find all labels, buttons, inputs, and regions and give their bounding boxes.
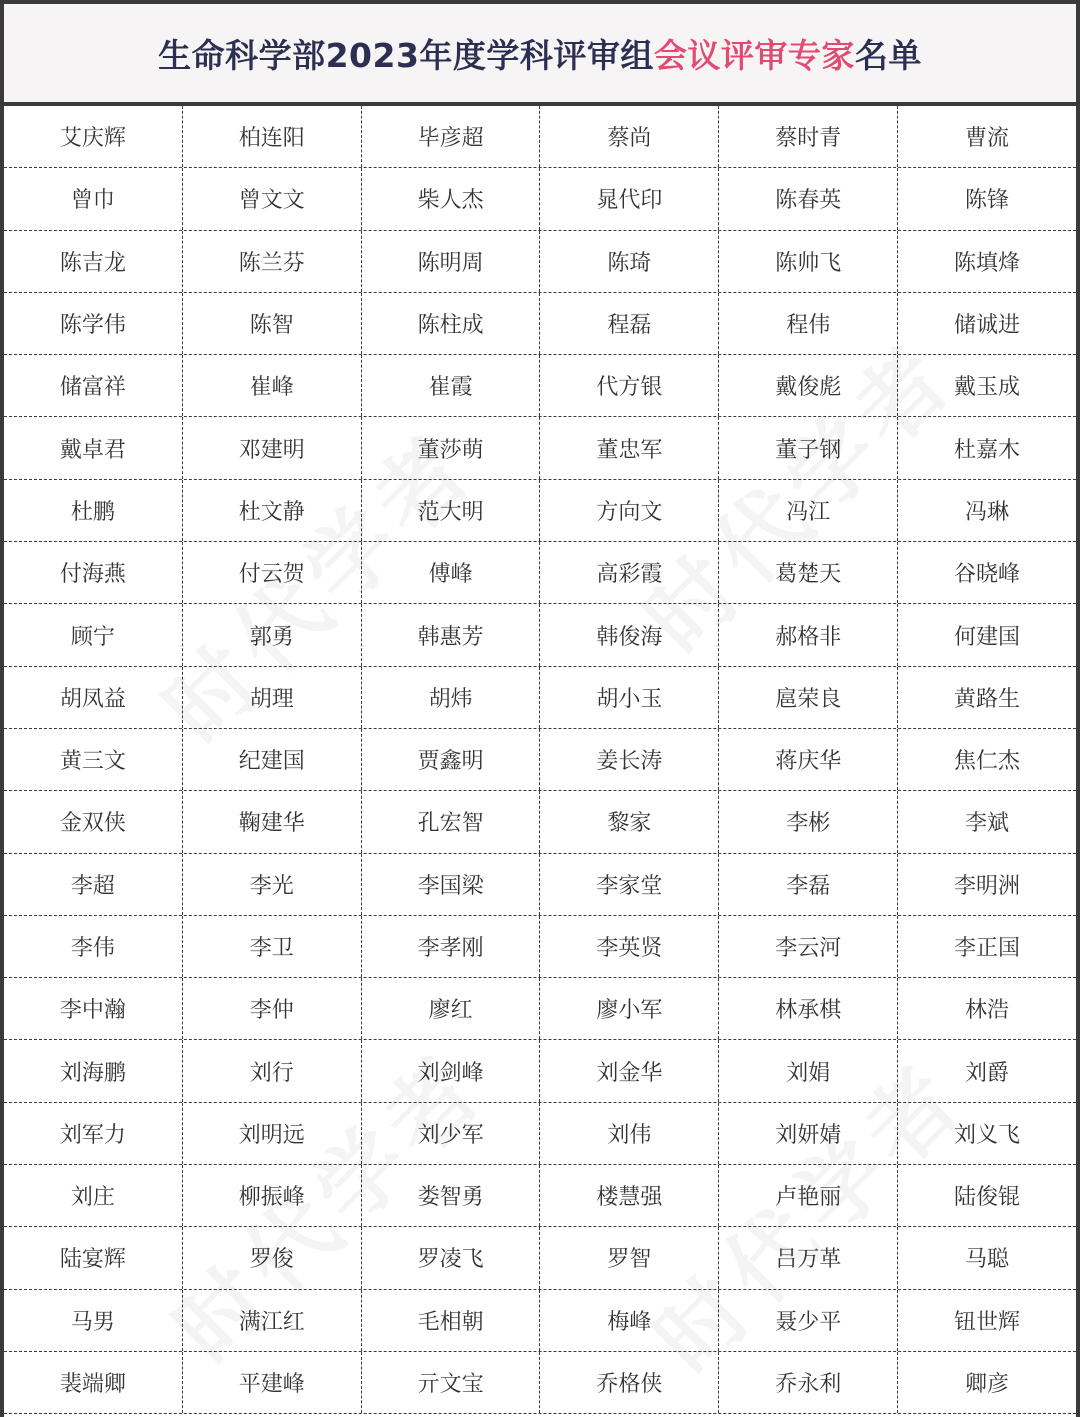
name-cell: 李斌: [965, 811, 1010, 837]
name-cell: 裴端卿: [4, 1352, 183, 1413]
name-cell: 董子钢: [719, 417, 898, 478]
name-cell: 姜长涛: [540, 729, 719, 790]
name-cell: 李仲: [183, 978, 362, 1039]
name-cell: 林承棋: [719, 978, 898, 1039]
name-cell: 程磊: [540, 293, 719, 354]
name-cell: 刘剑峰: [362, 1040, 541, 1101]
name-cell: 储富祥: [4, 355, 183, 416]
name-cell: 毕彦超: [362, 106, 541, 167]
name-cell: 陈柱成: [362, 293, 541, 354]
table-row: [4, 791, 1076, 853]
name-cell: 曾文文: [183, 168, 362, 229]
name-cell: 何建国: [954, 624, 1021, 650]
name-cell: 乔永利: [719, 1352, 898, 1413]
name-cell: 陈春英: [719, 168, 898, 229]
table-row: [4, 1352, 1076, 1414]
name-cell: 平建峰: [183, 1352, 362, 1413]
name-cell: 梅峰: [540, 1290, 719, 1351]
name-cell: 黄三文: [4, 729, 183, 790]
name-cell: 刘军力: [4, 1103, 183, 1164]
name-cell: 程伟: [719, 293, 898, 354]
name-cell: 刘伟: [540, 1103, 719, 1164]
table-row: [4, 417, 1076, 479]
table-row: [4, 1040, 1076, 1102]
name-cell: 鞠建华: [183, 791, 362, 852]
name-cell: 刘海鹏: [4, 1040, 183, 1101]
name-cell: 曾巾: [4, 168, 183, 229]
name-cell: 亓文宝: [362, 1352, 541, 1413]
table-row: [4, 293, 1076, 355]
name-cell: 李彬: [719, 791, 898, 852]
name-cell: 罗智: [540, 1227, 719, 1288]
table-row: [4, 542, 1076, 604]
name-cell: 冯江: [719, 480, 898, 541]
name-cell: 罗俊: [183, 1227, 362, 1288]
name-cell: 崔峰: [183, 355, 362, 416]
name-cell: 高彩霞: [540, 542, 719, 603]
name-cell: 陈锋: [965, 188, 1010, 214]
name-cell: 扈荣良: [719, 667, 898, 728]
name-cell: 傅峰: [362, 542, 541, 603]
name-cell: 李云河: [719, 916, 898, 977]
table-row: [4, 729, 1076, 791]
name-cell: 陈帅飞: [719, 231, 898, 292]
name-cell: 郝格非: [719, 604, 898, 665]
name-cell: 代方银: [540, 355, 719, 416]
name-cell: 马男: [4, 1290, 183, 1351]
name-cell: 李国梁: [362, 854, 541, 915]
table-row: [4, 231, 1076, 293]
name-cell: 李英贤: [540, 916, 719, 977]
name-cell: 李卫: [183, 916, 362, 977]
name-cell: 陈明周: [362, 231, 541, 292]
name-cell: 胡凤益: [4, 667, 183, 728]
name-cell: 蒋庆华: [719, 729, 898, 790]
name-cell: 楼慧强: [540, 1165, 719, 1226]
name-cell: 李磊: [719, 854, 898, 915]
name-cell: 陆俊锟: [954, 1185, 1021, 1211]
name-cell: 付云贺: [183, 542, 362, 603]
name-cell: 柳振峰: [183, 1165, 362, 1226]
name-cell: 郭勇: [183, 604, 362, 665]
name-cell: 刘妍婧: [719, 1103, 898, 1164]
name-cell: 满江红: [183, 1290, 362, 1351]
name-cell: 孔宏智: [362, 791, 541, 852]
name-cell: 乔格侠: [540, 1352, 719, 1413]
name-cell: 钮世辉: [954, 1309, 1021, 1335]
table-row: [4, 168, 1076, 230]
name-cell: 李正国: [954, 936, 1021, 961]
table-row: [4, 480, 1076, 542]
table-row: [4, 355, 1076, 417]
name-cell: 杜文静: [183, 480, 362, 541]
name-cell: 顾宁: [4, 604, 183, 665]
name-cell: 陆宴辉: [4, 1227, 183, 1288]
name-cell: 刘庄: [4, 1165, 183, 1226]
name-cell: 艾庆辉: [4, 106, 183, 167]
name-cell: 娄智勇: [362, 1165, 541, 1226]
name-cell: 刘爵: [965, 1060, 1010, 1086]
title-suffix: 名单: [854, 35, 922, 75]
page-title: [4, 4, 1076, 106]
name-cell: 聂少平: [719, 1290, 898, 1351]
name-cell: 韩惠芳: [362, 604, 541, 665]
name-cell: 李光: [183, 854, 362, 915]
table-row: [4, 1227, 1076, 1289]
name-cell: 黄路生: [954, 686, 1021, 712]
name-cell: 柏连阳: [183, 106, 362, 167]
name-cell: 董忠军: [540, 417, 719, 478]
name-cell: 刘金华: [540, 1040, 719, 1101]
name-cell: 马聪: [965, 1247, 1010, 1273]
name-cell: 陈智: [183, 293, 362, 354]
name-cell: 廖红: [362, 978, 541, 1039]
table-row: [4, 604, 1076, 666]
name-cell: 贾鑫明: [362, 729, 541, 790]
name-cell: 晁代印: [540, 168, 719, 229]
name-cell: 崔霞: [362, 355, 541, 416]
name-cell: 胡小玉: [540, 667, 719, 728]
name-cell: 刘行: [183, 1040, 362, 1101]
name-table: [4, 106, 1076, 1414]
title-main: 生命科学部2023年度学科评审组: [158, 35, 654, 75]
table-row: [4, 1165, 1076, 1227]
name-cell: 吕万革: [719, 1227, 898, 1288]
name-cell: 戴卓君: [4, 417, 183, 478]
name-cell: 范大明: [362, 480, 541, 541]
name-cell: 葛楚天: [719, 542, 898, 603]
name-cell: 黎家: [540, 791, 719, 852]
name-cell: 陈琦: [540, 231, 719, 292]
name-cell: 邓建明: [183, 417, 362, 478]
name-cell: 蔡时青: [719, 106, 898, 167]
name-cell: 林浩: [965, 998, 1010, 1024]
name-cell: 廖小军: [540, 978, 719, 1039]
name-cell: 方向文: [540, 480, 719, 541]
name-cell: 刘娟: [719, 1040, 898, 1101]
name-cell: 戴玉成: [954, 375, 1021, 401]
name-cell: 刘义飞: [954, 1122, 1021, 1148]
name-cell: 卢艳丽: [719, 1165, 898, 1226]
name-cell: 罗凌飞: [362, 1227, 541, 1288]
title-accent: 会议评审专家: [653, 35, 855, 75]
name-cell: 柴人杰: [362, 168, 541, 229]
name-cell: 陈兰芬: [183, 231, 362, 292]
table-row: [4, 916, 1076, 978]
name-cell: 陈填烽: [954, 250, 1021, 276]
name-cell: 谷晓峰: [954, 562, 1021, 588]
name-cell: 李家堂: [540, 854, 719, 915]
name-cell: 韩俊海: [540, 604, 719, 665]
name-cell: 李明洲: [954, 873, 1021, 899]
name-cell: 曹流: [965, 126, 1010, 152]
name-cell: 李超: [4, 854, 183, 915]
name-cell: 陈学伟: [4, 293, 183, 354]
name-cell: 李孝刚: [362, 916, 541, 977]
name-cell: 卿彦: [965, 1372, 1010, 1398]
name-cell: 胡理: [183, 667, 362, 728]
name-cell: 李伟: [4, 916, 183, 977]
name-cell: 陈吉龙: [4, 231, 183, 292]
table-row: [4, 106, 1076, 168]
name-cell: 刘少军: [362, 1103, 541, 1164]
name-cell: 金双侠: [4, 791, 183, 852]
name-cell: 毛相朝: [362, 1290, 541, 1351]
name-cell: 戴俊彪: [719, 355, 898, 416]
name-cell: 刘明远: [183, 1103, 362, 1164]
name-cell: 杜鹏: [4, 480, 183, 541]
name-cell: 李中瀚: [4, 978, 183, 1039]
table-row: [4, 978, 1076, 1040]
name-cell: 纪建国: [183, 729, 362, 790]
name-cell: 焦仁杰: [954, 749, 1021, 775]
name-cell: 冯琳: [965, 499, 1010, 525]
table-row: [4, 1103, 1076, 1165]
name-cell: 蔡尚: [540, 106, 719, 167]
name-cell: 储诚进: [954, 313, 1021, 339]
table-row: [4, 667, 1076, 729]
name-cell: 付海燕: [4, 542, 183, 603]
table-row: [4, 1290, 1076, 1352]
name-cell: 胡炜: [362, 667, 541, 728]
name-cell: 杜嘉木: [954, 437, 1021, 463]
table-row: [4, 854, 1076, 916]
name-cell: 董莎萌: [362, 417, 541, 478]
